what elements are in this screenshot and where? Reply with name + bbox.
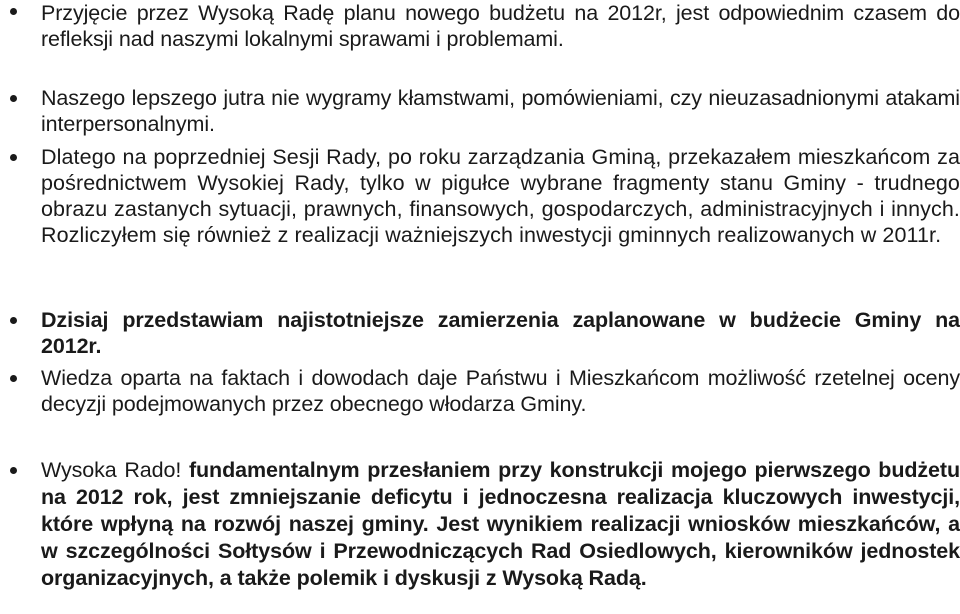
bullet-item-knowledge	[10, 365, 960, 417]
bullet-bold-text: fundamentalnym przesłaniem przy konstrukcji mojego pierwszego budżetu na 2012 rok, jest zmniejszanie deficytu i jednoczesna realizacja kluczowych inwestycji, które wpłyną na rozwój naszej gminy. Jest wynikiem realizacji wniosków mieszkańców, a w szczególności Sołtysów i Przewodniczących Rad Osiedlowych, kierowników jednostek organizacyjnych, a także polemik i dyskusji z Wysoką Radą.	[41, 458, 960, 590]
bullet-item-better-tomorrow	[10, 85, 960, 137]
bullet-item-previous-session	[10, 144, 960, 248]
bullet-dot-icon	[10, 8, 17, 15]
bullet-dot-icon	[10, 95, 17, 102]
bullet-text: Naszego lepszego jutra nie wygramy kłamstwami, pomówieniami, czy nieuzasadnionymi atakami interpersonalnymi.	[41, 86, 960, 136]
bullet-text: Dzisiaj przedstawiam najistotniejsze zamierzenia zaplanowane w budżecie Gminy na 2012r.	[41, 308, 960, 358]
bullet-dot-icon	[10, 375, 17, 382]
bullet-text: Dlatego na poprzedniej Sesji Rady, po roku zarządzania Gminą, przekazałem mieszkańcom za pośrednictwem Wysokiej Rady, tylko w pigułce wybrane fragmenty stanu Gminy - trudnego obrazu zastanych sytuacji, prawnych, finansowych, gospodarczych, administracyjnych i innych. Rozliczyłem się również z realizacji ważniejszych inwestycji gminnych realizowanych w 2011r.	[41, 145, 960, 247]
bullet-dot-icon	[10, 467, 17, 474]
bullet-lead: Wysoka Rado!	[41, 458, 189, 482]
bullet-item-budget-plan	[10, 0, 960, 52]
bullet-dot-icon	[10, 154, 17, 161]
bullet-item-fundamental-message	[10, 457, 960, 592]
bullet-dot-icon	[10, 317, 17, 324]
bullet-text: Przyjęcie przez Wysoką Radę planu nowego budżetu na 2012r, jest odpowiednim czasem do refleksji nad naszymi lokalnymi sprawami i problemami.	[41, 1, 960, 51]
bullet-text: Wiedza oparta na faktach i dowodach daje Państwu i Mieszkańcom możliwość rzetelnej oceny decyzji podejmowanych przez obecnego włodarza Gminy.	[41, 366, 960, 416]
bullet-item-todays-plans	[10, 307, 960, 359]
bullet-text-container	[41, 457, 960, 592]
